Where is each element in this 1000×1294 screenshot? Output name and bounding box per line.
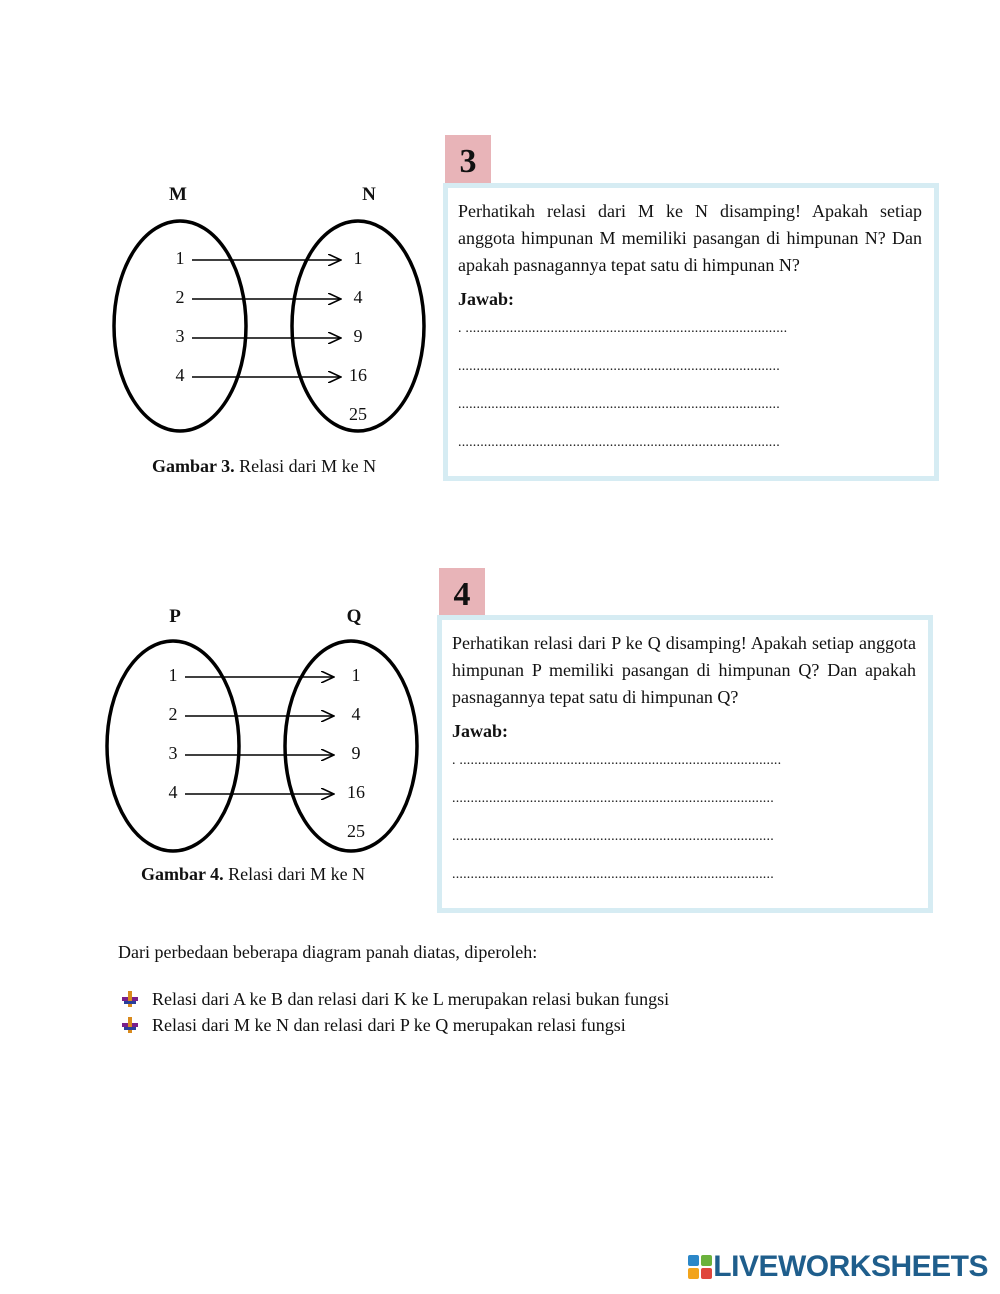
arrow-diagram-4-svg (93, 600, 433, 870)
list-item (120, 986, 669, 1012)
figure-caption-4 (141, 864, 365, 885)
set-m-item: 4 (175, 365, 185, 385)
set-q-item: 16 (347, 782, 365, 802)
set-n-label: N (362, 184, 376, 205)
answer-line[interactable]: . ....................................................................................... (458, 321, 788, 336)
logo-text: LIVEWORKSHEETS (713, 1250, 988, 1283)
set-n-item: 4 (353, 287, 363, 307)
set-p-item: 4 (168, 782, 178, 802)
plus-bullet-icon (120, 990, 142, 1008)
set-p-label: P (169, 606, 181, 627)
figure-caption-3 (152, 456, 376, 477)
question-4-box (437, 615, 933, 913)
question-3-text: Perhatikah relasi dari M ke N disamping! Apakah setiap anggota himpunan M memiliki pasangan di himpunan N? Dan apakah pasnagannya tepat satu di himpunan N? (458, 201, 922, 275)
question-3-box (443, 183, 939, 481)
question-4-number: 4 (439, 568, 485, 618)
caption-text: Relasi dari M ke N (234, 456, 377, 476)
question-3-number: 3 (445, 135, 491, 185)
bullet-text: Relasi dari M ke N dan relasi dari P ke Q merupakan relasi fungsi (152, 1014, 626, 1035)
answer-line[interactable]: ....................................................................................... (452, 867, 774, 882)
plus-bullet-icon (120, 1016, 142, 1034)
answer-line[interactable]: . ....................................................................................... (452, 753, 782, 768)
set-n-item: 9 (353, 326, 363, 346)
set-q-item: 1 (351, 665, 361, 685)
answer-line[interactable]: ....................................................................................... (452, 829, 774, 844)
answer-line[interactable]: ....................................................................................... (458, 435, 780, 450)
answer-label: Jawab: (452, 721, 509, 741)
set-q-item: 9 (351, 743, 361, 763)
set-q-item: 4 (351, 704, 361, 724)
caption-label: Gambar 3. (152, 456, 235, 476)
set-n-item: 25 (349, 404, 367, 424)
caption-text: Relasi dari M ke N (223, 864, 366, 884)
set-m-label: M (169, 184, 187, 205)
set-p-item: 2 (168, 704, 178, 724)
bullet-text: Relasi dari A ke B dan relasi dari K ke L merupakan relasi bukan fungsi (152, 988, 670, 1009)
question-4-text: Perhatikan relasi dari P ke Q disamping! Apakah setiap anggota himpunan P memiliki pasangan di himpunan Q? Dan apakah pasnagannya tepat satu di himpunan Q? (452, 633, 916, 707)
set-n-item: 16 (349, 365, 367, 385)
answer-line[interactable]: ....................................................................................... (458, 397, 780, 412)
answer-label: Jawab: (458, 289, 515, 309)
answer-lines[interactable] (458, 310, 898, 462)
list-item (120, 1012, 669, 1038)
arrow-diagram-3-svg (100, 180, 440, 450)
set-q-label: Q (346, 606, 362, 627)
answer-line[interactable]: ....................................................................................... (458, 359, 780, 374)
set-m-item: 3 (175, 326, 185, 346)
set-p-item: 1 (168, 665, 178, 685)
caption-label: Gambar 4. (141, 864, 224, 884)
set-q-item: 25 (347, 821, 365, 841)
liveworksheets-logo-icon (687, 1254, 713, 1280)
summary-intro: Dari perbedaan beberapa diagram panah diatas, diperoleh: (118, 942, 538, 962)
summary-bullets (120, 986, 669, 1038)
answer-line[interactable]: ....................................................................................... (452, 791, 774, 806)
set-n-item: 1 (353, 248, 363, 268)
set-p-item: 3 (168, 743, 178, 763)
answer-lines[interactable] (452, 742, 892, 894)
set-m-item: 2 (175, 287, 185, 307)
liveworksheets-logo[interactable] (687, 1250, 988, 1284)
set-m-item: 1 (175, 248, 185, 268)
